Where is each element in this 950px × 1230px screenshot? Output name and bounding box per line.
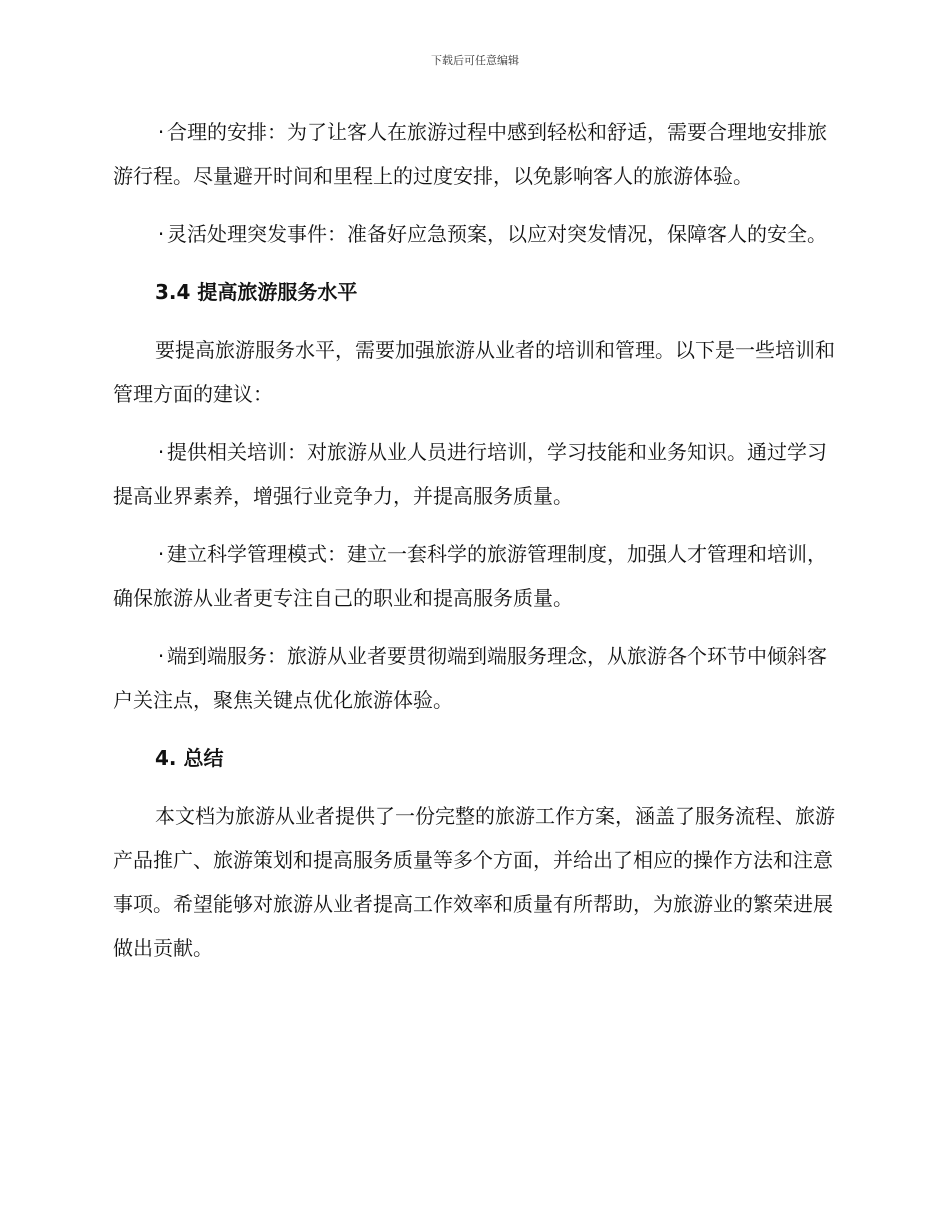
bullet-dot-icon: ·	[157, 644, 165, 668]
section-intro-paragraph: 要提高旅游服务水平，需要加强旅游从业者的培训和管理。以下是一些培训和管理方面的建议：	[113, 338, 835, 406]
bullet-text: 合理的安排：为了让客人在旅游过程中感到轻松和舒适，需要合理地安排旅游行程。尽量避开时间和里程上的过度安排，以免影响客人的旅游体验。	[113, 120, 827, 188]
document-body	[113, 110, 837, 984]
bullet-dot-icon: ·	[157, 542, 165, 566]
bullet-text: 灵活处理突发事件：准备好应急预案，以应对突发情况，保障客人的安全。	[167, 222, 827, 246]
bullet-text: 提供相关培训：对旅游从业人员进行培训，学习技能和业务知识。通过学习提高业界素养，增强行业竞争力，并提高服务质量。	[113, 440, 827, 508]
bullet-dot-icon: ·	[157, 222, 165, 246]
bullet-dot-icon: ·	[157, 120, 165, 144]
summary-paragraph: 本文档为旅游从业者提供了一份完整的旅游工作方案，涵盖了服务流程、旅游产品推广、旅游策划和提高服务质量等多个方面，并给出了相应的操作方法和注意事项。希望能够对旅游从业者提高工作效率和质量有所帮助，为旅游业的繁荣进展做出贡献。	[113, 804, 835, 960]
bullet-paragraph-management	[113, 532, 837, 620]
bullet-paragraph-arrangement	[113, 110, 837, 198]
page-header: 下载后可任意编辑	[431, 54, 519, 67]
bullet-text: 端到端服务：旅游从业者要贯彻端到端服务理念，从旅游各个环节中倾斜客户关注点，聚焦关键点优化旅游体验。	[113, 644, 827, 712]
bullet-paragraph-training	[113, 430, 837, 518]
bullet-paragraph-end-to-end	[113, 634, 837, 722]
bullet-dot-icon: ·	[157, 440, 165, 464]
bullet-text: 建立科学管理模式：建立一套科学的旅游管理制度，加强人才管理和培训，确保旅游从业者更专注自己的职业和提高服务质量。	[113, 542, 827, 610]
section-heading-3-4: 3.4 提高旅游服务水平	[155, 280, 358, 304]
bullet-paragraph-emergency	[113, 212, 837, 256]
section-heading-4: 4. 总结	[155, 746, 224, 770]
